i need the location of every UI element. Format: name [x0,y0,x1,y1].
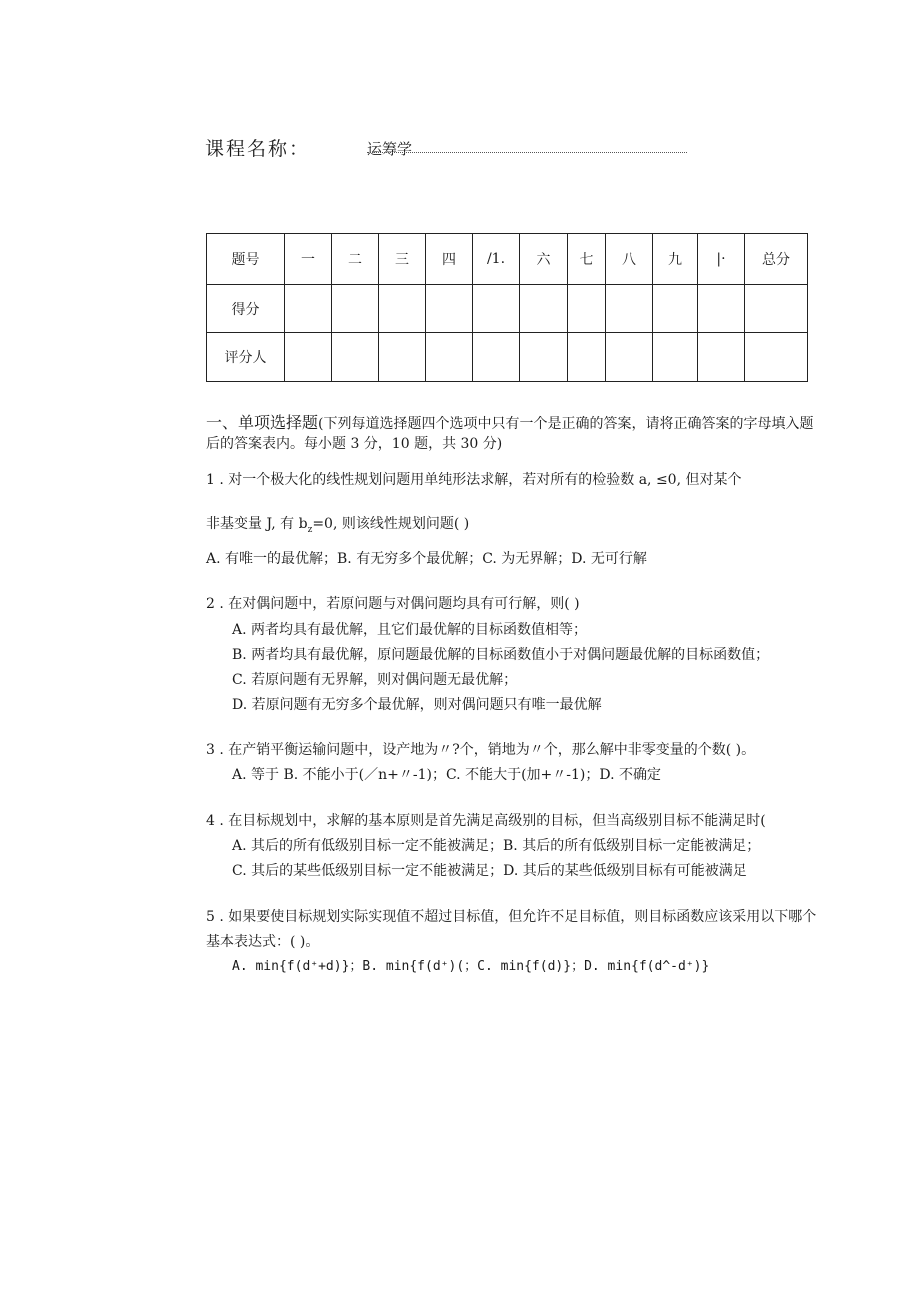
question-1-text-a: 非基变量 J, 有 b [206,516,308,532]
question-4-options-cd: C. 其后的某些低级别目标一定不能被满足；D. 其后的某些低级别目标有可能被满足 [232,863,747,879]
grader-cell [285,333,332,382]
section-instruction-continued: 后的答案表内。每小题 3 分，10 题，共 30 分) [206,436,503,452]
course-name-value: 运筹学 [367,140,413,158]
column-header: /1. [473,234,520,285]
question-1-stem-continued [206,514,469,540]
table-row-grader [207,333,808,382]
question-4-stem: 4 . 在目标规划中，求解的基本原则是首先满足高级别的目标，但当高级别目标不能满足时( [206,813,766,829]
score-table [206,233,808,382]
question-1-subscript: z [307,524,313,535]
column-header: 二 [332,234,379,285]
table-row-question-numbers [207,234,808,285]
question-3-options: A. 等于 B. 不能小于(／n+〃-1)；C. 不能大于(加+〃-1)；D. 不确定 [232,767,661,783]
row-label-score: 得分 [207,285,285,333]
question-1-stem: 1 . 对一个极大化的线性规划问题用单纯形法求解，若对所有的检验数 a, ≤0, 但对某个 [206,472,742,488]
grader-cell [379,333,426,382]
row-label-grader: 评分人 [207,333,285,382]
grader-cell [698,333,745,382]
question-2-stem: 2 . 在对偶问题中，若原问题与对偶问题均具有可行解，则( ) [206,596,580,612]
question-4-options-ab: A. 其后的所有低级别目标一定不能被满足；B. 其后的所有低级别目标一定能被满足； [232,838,761,854]
score-cell [568,285,606,333]
grader-cell [568,333,606,382]
grader-cell [606,333,653,382]
score-cell [426,285,473,333]
table-row-score [207,285,808,333]
question-5-stem: 5 . 如果要使目标规划实际实现值不超过目标值，但允许不足目标值，则目标函数应该采用以下哪个 [206,909,817,925]
score-cell [473,285,520,333]
score-cell [285,285,332,333]
column-header: 三 [379,234,426,285]
score-cell [332,285,379,333]
column-header: 九 [653,234,698,285]
question-2-option-c: C. 若原问题有无界解，则对偶问题无最优解； [232,672,518,688]
grader-cell [520,333,568,382]
grader-cell [332,333,379,382]
grader-cell [473,333,520,382]
question-5-options: A. min{f(d⁺+d)}；B. min{f(d⁺)(；C. min{f(d)}；D. min{f(d^-d⁺)} [232,959,710,974]
score-cell [379,285,426,333]
question-1-options: A. 有唯一的最优解；B. 有无穷多个最优解；C. 为无界解；D. 无可行解 [206,551,647,567]
question-2-option-a: A. 两者均具有最优解，且它们最优解的目标函数值相等； [232,622,588,638]
score-cell [653,285,698,333]
question-1-text-b: =0, 则该线性规划问题( ) [312,516,470,532]
score-cell [698,285,745,333]
question-2-option-b: B. 两者均具有最优解，原问题最优解的目标函数值小于对偶问题最优解的目标函数值； [232,647,770,663]
question-5-stem-continued: 基本表达式：( )。 [206,934,320,950]
column-header: 八 [606,234,653,285]
column-header-total: 总分 [745,234,808,285]
section-title-line [206,410,813,433]
column-header: 六 [520,234,568,285]
section-instruction: (下列每道选择题四个选项中只有一个是正确的答案，请将正确答案的字母填入题 [318,416,814,432]
question-3-stem: 3 . 在产销平衡运输问题中，设产地为〃?个，销地为〃个，那么解中非零变量的个数( )。 [206,742,756,758]
column-header: |· [698,234,745,285]
score-cell [606,285,653,333]
column-header: 四 [426,234,473,285]
row-label-question-number: 题号 [207,234,285,285]
column-header: 一 [285,234,332,285]
section-title: 一、单项选择题 [206,413,319,432]
grader-cell [745,333,808,382]
course-name-underline [367,152,687,153]
column-header: 七 [568,234,606,285]
question-2-option-d: D. 若原问题有无穷多个最优解，则对偶问题只有唯一最优解 [232,697,602,713]
grader-cell [426,333,473,382]
score-cell [745,285,808,333]
score-cell [520,285,568,333]
course-name-label: 课程名称： [205,138,311,160]
grader-cell [653,333,698,382]
